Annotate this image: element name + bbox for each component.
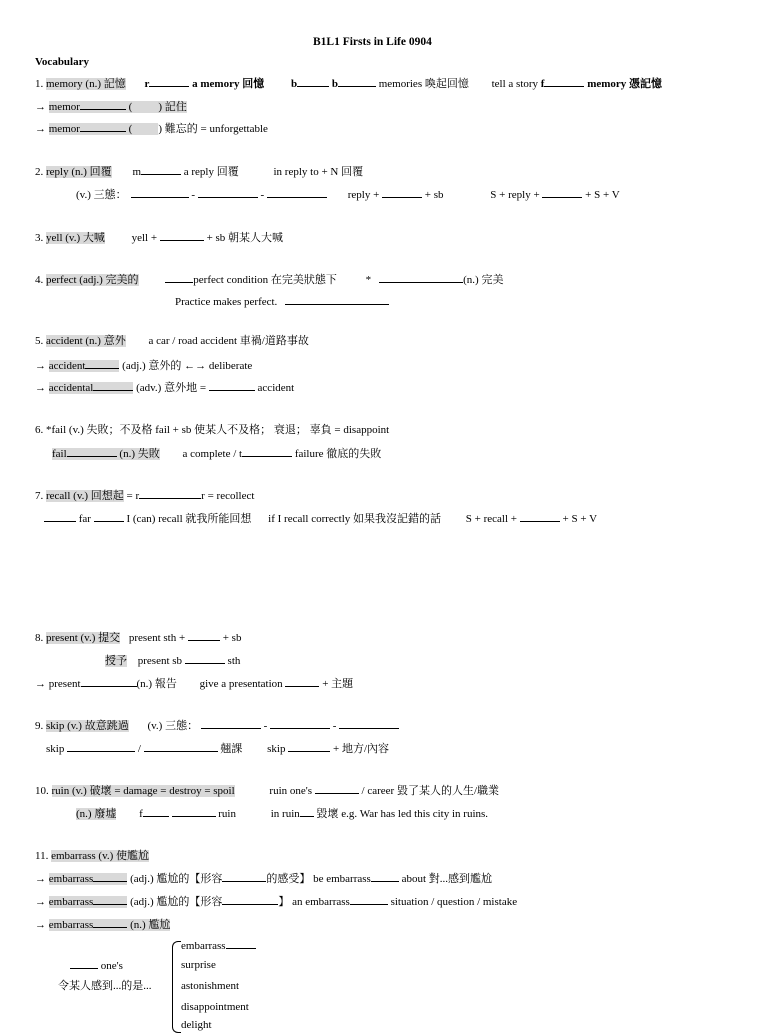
- recall-phrases: far I (can) recall 就我所能回想 if I recall correctly 如果我沒記錯的話 S + recall + + S + V: [44, 511, 597, 526]
- entry-yell: 3. yell (v.) 大喊 yell + + sb 朝某人大喊: [35, 232, 284, 244]
- entry-recall: 7. recall (v.) 回想起 = r r = recollect: [35, 490, 255, 502]
- to-ones-option-3: astonishment: [181, 980, 240, 992]
- entry-memory: 1. memory (n.) 記憶 r a memory 回憶 b b memories 喚起回憶 tell a story f memory 憑記憶: [35, 78, 663, 90]
- entry-embarrass: 11. embarrass (v.) 使尷尬: [35, 850, 150, 862]
- memory-derived-2: → memor ( ) 難忘的 = unforgettable: [35, 123, 268, 135]
- to-ones-option-5: delight: [181, 1019, 212, 1031]
- accident-adv: → accidental (adv.) 意外地 = accident: [35, 382, 295, 394]
- to-ones-gloss: 令某人感到...的是...: [58, 980, 152, 992]
- to-ones: one's: [70, 958, 123, 973]
- page-title: B1L1 Firsts in Life 0904: [313, 36, 432, 48]
- to-ones-option-4: disappointment: [181, 1001, 249, 1013]
- entry-perfect: 4. perfect (adj.) 完美的 perfect condition 在完美狀態下 * (n.) 完美: [35, 274, 504, 286]
- section-heading: Vocabulary: [35, 56, 89, 68]
- embarrass-noun: → embarrass (n.) 尷尬: [35, 919, 171, 931]
- entry-present: 8. present (v.) 提交 present sth + + sb: [35, 632, 242, 644]
- entry-reply: 2. reply (n.) 回覆 m a reply 回覆 in reply to + N 回覆: [35, 166, 364, 178]
- embarrass-adj-2: → embarrass (adj.) 尷尬的【形容 】 an embarrass situation / question / mistake: [35, 896, 518, 908]
- entry-skip: 9. skip (v.) 故意跳過 (v.) 三態： - -: [35, 718, 399, 733]
- memory-derived-1: → memor ( ) 記住: [35, 101, 187, 113]
- curly-brace: [172, 941, 181, 1033]
- perfect-proverb: Practice makes perfect.: [175, 294, 389, 309]
- entry-ruin: 10. ruin (v.) 破壞 = damage = destroy = spoil ruin one's / career 毀了某人的人生/職業: [35, 785, 500, 797]
- entry-fail: 6. *fail (v.) 失敗；不及格 fail + sb 使某人不及格； 衰退； 辜負 = disappoint: [35, 424, 390, 436]
- ruin-noun: (n.) 廢墟 f ruin in ruin 毀壞 e.g. War has led this city in ruins.: [76, 808, 489, 820]
- to-ones-option-2: surprise: [181, 959, 216, 971]
- embarrass-adj-1: → embarrass (adj.) 尷尬的【形容 的感受】 be embarrass about 對...感到尷尬: [35, 873, 493, 885]
- present-grant: 授予 present sb sth: [105, 655, 241, 667]
- fail-noun: fail (n.) 失敗 a complete / t failure 徹底的失敗: [52, 448, 382, 460]
- reply-verb: (v.) 三態： - - reply + + sb S + reply + + S + V: [76, 189, 620, 201]
- to-ones-option-1: embarrass: [181, 938, 256, 953]
- present-noun: → present (n.) 報告 give a presentation + 主題: [35, 678, 354, 690]
- accident-adj: → accident (adj.) 意外的 ←→ deliberate: [35, 360, 253, 372]
- entry-accident: 5. accident (n.) 意外 a car / road accident 車禍/道路事故: [35, 335, 309, 347]
- skip-phrases: skip / 翹課 skip + 地方/內容: [46, 743, 390, 755]
